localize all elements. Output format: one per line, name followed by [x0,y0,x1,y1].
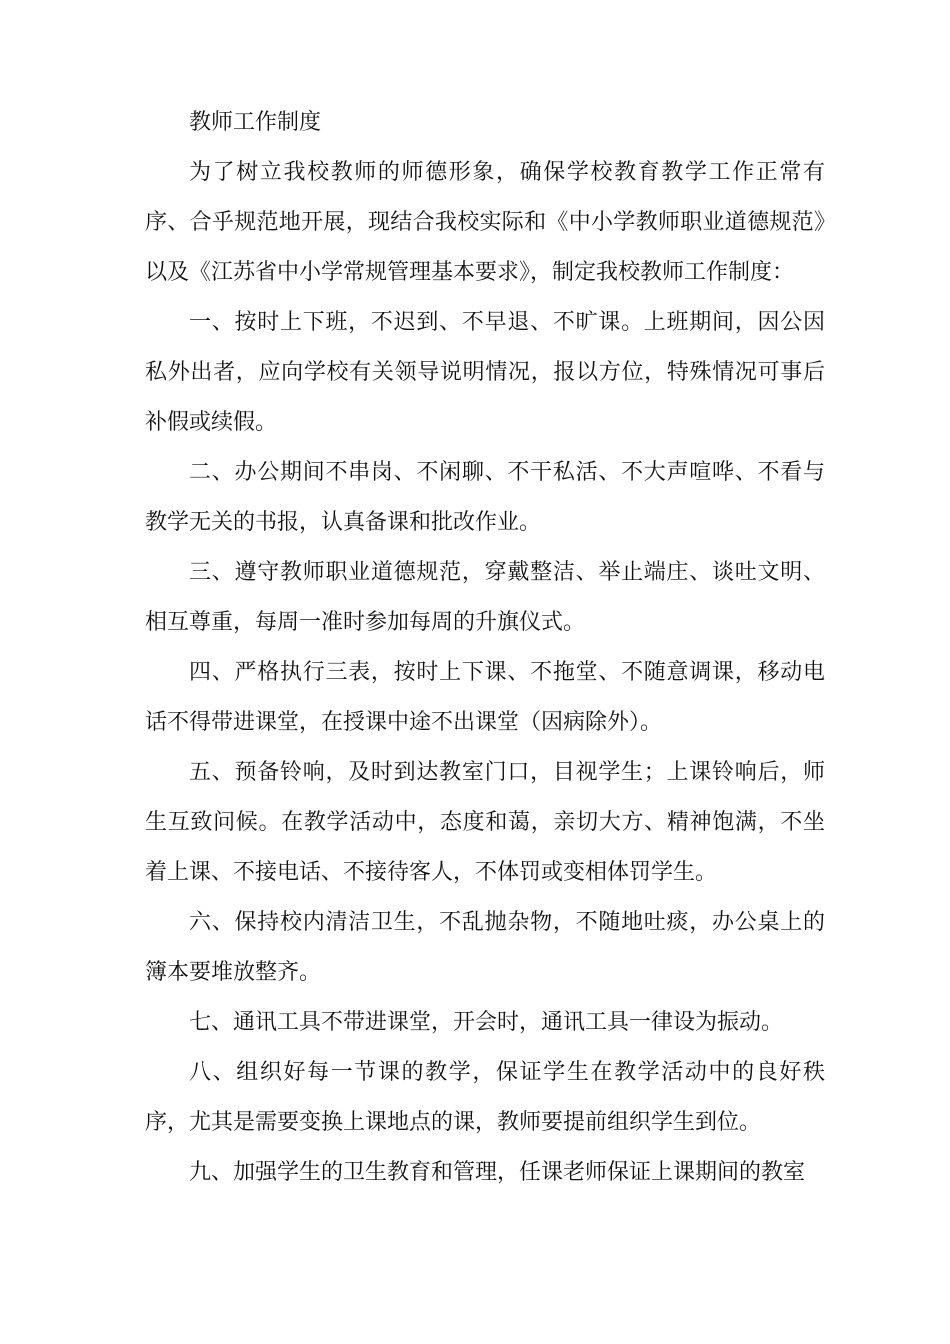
document-title: 教师工作制度 [189,110,322,135]
rule-item-8: 八、组织好每一节课的教学，保证学生在教学活动中的良好秩序，尤其是需要变换上课地点的课，教师要提前组织学生到位。 [145,1060,825,1135]
rule-item-9: 九、加强学生的卫生教育和管理，任课老师保证上课期间的教室 [189,1160,806,1185]
rule-item-2: 二、办公期间不串岗、不闲聊、不干私活、不大声喧哗、不看与教学无关的书报，认真备课和批改作业。 [145,460,825,535]
rule-item-7: 七、通讯工具不带进课堂，开会时，通讯工具一律设为振动。 [189,1010,784,1035]
document-body [145,98,825,1198]
rule-item-4: 四、严格执行三表，按时上下课、不拖堂、不随意调课，移动电话不得带进课堂，在授课中途不出课堂（因病除外）。 [145,660,825,735]
rule-item-6: 六、保持校内清洁卫生，不乱抛杂物，不随地吐痰，办公桌上的簿本要堆放整齐。 [145,910,825,985]
rule-item-5: 五、预备铃响，及时到达教室门口，目视学生；上课铃响后，师生互致问候。在教学活动中，态度和蔼，亲切大方、精神饱满，不坐着上课、不接电话、不接待客人，不体罚或变相体罚学生。 [145,760,825,885]
intro-paragraph: 为了树立我校教师的师德形象，确保学校教育教学工作正常有序、合乎规范地开展，现结合我校实际和《中小学教师职业道德规范》以及《江苏省中小学常规管理基本要求》，制定我校教师工作制度： [145,160,825,285]
rule-item-3: 三、遵守教师职业道德规范，穿戴整洁、举止端庄、谈吐文明、相互尊重，每周一准时参加每周的升旗仪式。 [145,560,825,635]
rule-item-1: 一、按时上下班，不迟到、不早退、不旷课。上班期间，因公因私外出者，应向学校有关领导说明情况，报以方位，特殊情况可事后补假或续假。 [145,310,825,435]
